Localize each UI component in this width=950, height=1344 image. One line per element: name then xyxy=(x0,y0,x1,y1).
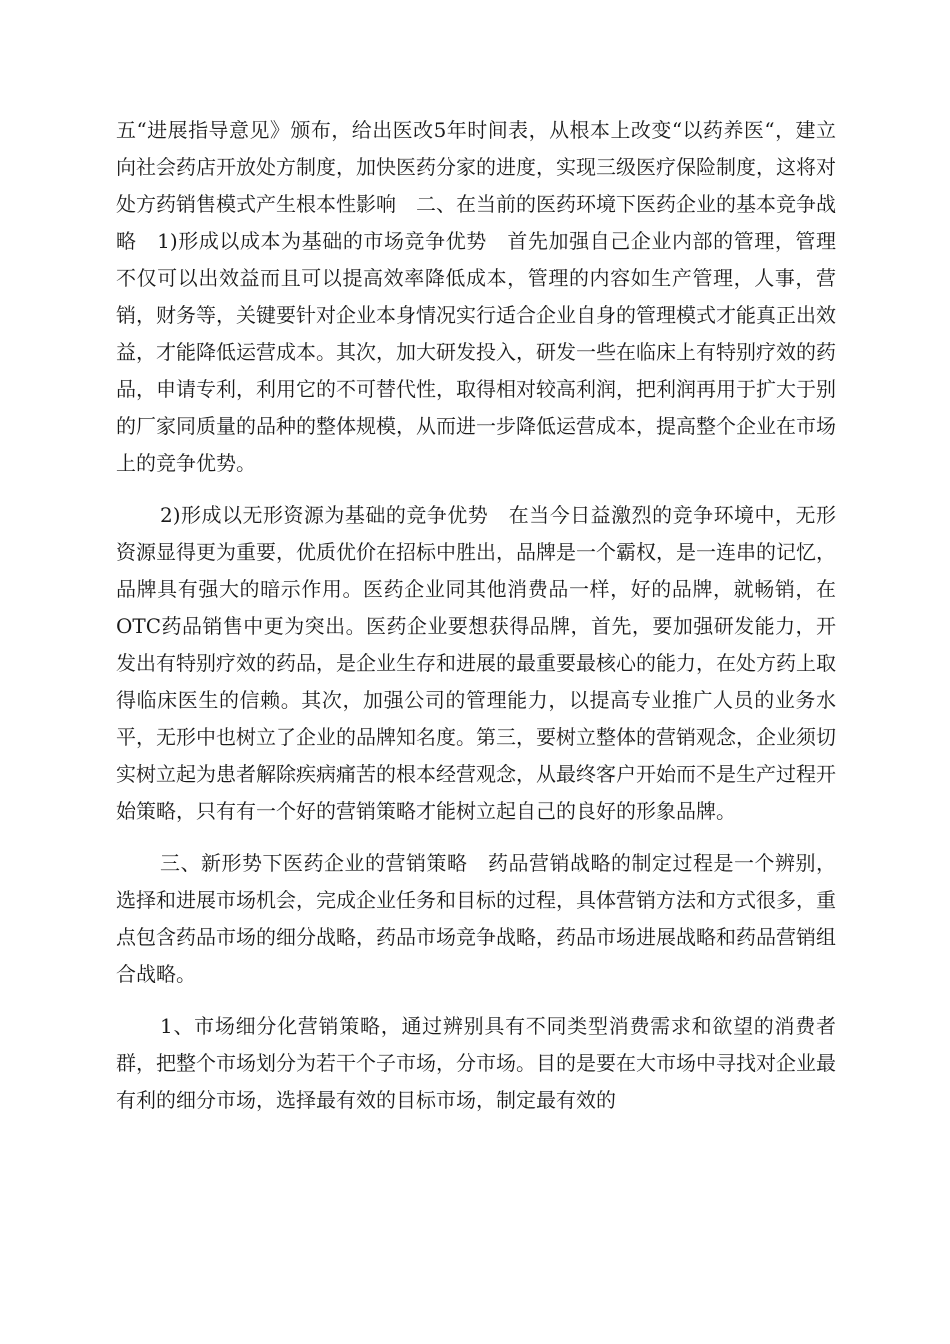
paragraph-2: 2)形成以无形资源为基础的竞争优势 在当今日益激烈的竞争环境中，无形资源显得更为重要，优质优价在招标中胜出，品牌是一个霸权，是一连串的记忆，品牌具有强大的暗示作用。医药企业同其他消费品一样，好的品牌，就畅销，在OTC药品销售中更为突出。医药企业要想获得品牌，首先，要加强研发能力，开发出有特别疗效的药品，是企业生存和进展的最重要最核心的能力，在处方药上取得临床医生的信赖。其次，加强公司的管理能力，以提高专业推广人员的业务水平，无形中也树立了企业的品牌知名度。第三，要树立整体的营销观念，企业须切实树立起为患者解除疾病痛苦的根本经营观念，从最终客户开始而不是生产过程开始策略，只有有一个好的营销策略才能树立起自己的良好的形象品牌。 xyxy=(116,503,836,823)
paragraph-4: 1、市场细分化营销策略，通过辨别具有不同类型消费需求和欲望的消费者群，把整个市场划分为若干个子市场，分市场。目的是要在大市场中寻找对企业最有利的细分市场，选择最有效的目标市场，制定最有效的 xyxy=(116,1014,836,1112)
document-body xyxy=(116,112,836,1134)
paragraph-3: 三、新形势下医药企业的营销策略 药品营销战略的制定过程是一个辨别，选择和进展市场机会，完成企业任务和目标的过程，具体营销方法和方式很多，重点包含药品市场的细分战略，药品市场竞争战略，药品市场进展战略和药品营销组合战略。 xyxy=(116,851,836,986)
paragraph-1: 五“进展指导意见》颁布，给出医改5年时间表，从根本上改变“以药养医“，建立向社会药店开放处方制度，加快医药分家的进度，实现三级医疗保险制度，这将对处方药销售模式产生根本性影响 二、在当前的医药环境下医药企业的基本竞争战略 1)形成以成本为基础的市场竞争优势 首先加强自己企业内部的管理，管理不仅可以出效益而且可以提高效率降低成本，管理的内容如生产管理，人事，营销，财务等，关键要针对企业本身情况实行适合企业自身的管理模式才能真正出效益，才能降低运营成本。其次，加大研发投入，研发一些在临床上有特别疗效的药品，申请专利，利用它的不可替代性，取得相对较高利润，把利润再用于扩大于别的厂家同质量的品种的整体规模，从而进一步降低运营成本，提高整个企业在市场上的竞争优势。 xyxy=(116,118,836,475)
